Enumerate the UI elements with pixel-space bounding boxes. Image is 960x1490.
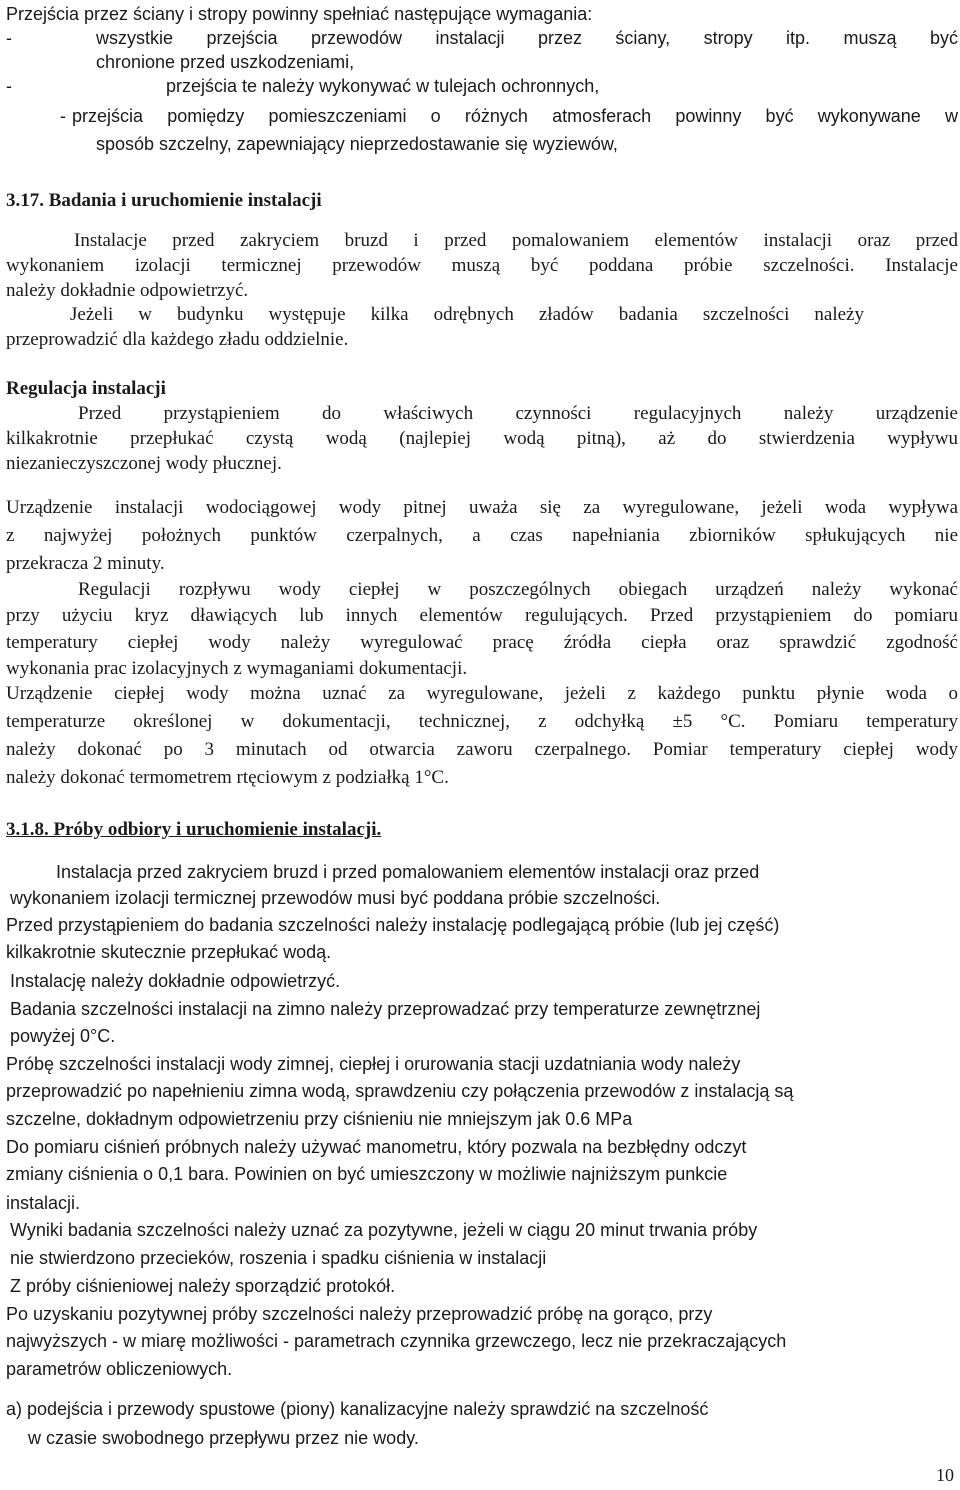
- section-title: 3.17. Badania i uruchomienie instalacji: [6, 190, 322, 211]
- paragraph-line: zmiany ciśnienia o 0,1 bara. Powinien on być umieszczony w możliwie najniższym punkcie: [6, 1164, 728, 1184]
- paragraph-line: wykonaniem izolacji termicznej przewodów muszą być poddana próbie szczelności. Instalacje: [6, 255, 958, 276]
- paragraph-line: najwyższych - w miarę możliwości - parametrach czynnika grzewczego, lecz nie przekraczających: [6, 1331, 787, 1351]
- paragraph-line: Instalacje przed zakryciem bruzd i przed pomalowaniem elementów instalacji oraz przed: [74, 230, 958, 251]
- paragraph-line: Z próby ciśnieniowej należy sporządzić protokół.: [10, 1276, 396, 1296]
- paragraph-line: Przed przystąpieniem do właściwych czynności regulacyjnych należy urządzenie: [78, 403, 958, 424]
- paragraph-line: szczelne, dokładnym odpowietrzeniu przy ciśnieniu nie mniejszym jak 0.6 MPa: [6, 1109, 633, 1129]
- paragraph-line: Regulacji rozpływu wody ciepłej w poszczególnych obiegach urządzeń należy wykonać: [78, 579, 958, 600]
- paragraph-line: przy użyciu kryz dławiących lub innych elementów regulujących. Przed przystąpieniem do pomiaru: [6, 605, 958, 626]
- paragraph-line: Przed przystąpieniem do badania szczelności należy instalację podlegającą próbie (lub jej część): [6, 915, 780, 935]
- paragraph-line: Instalacja przed zakryciem bruzd i przed pomalowaniem elementów instalacji oraz przed: [56, 862, 760, 882]
- paragraph-line: w czasie swobodnego przepływu przez nie wody.: [28, 1428, 419, 1448]
- paragraph-line: Po uzyskaniu pozytywnej próby szczelności należy przeprowadzić próbę na gorąco, przy: [6, 1304, 713, 1324]
- paragraph-line: należy dokonać termometrem rtęciowym z podziałką 1°C.: [6, 767, 449, 788]
- paragraph-line: przeprowadzić dla każdego zładu oddzielnie.: [6, 329, 349, 350]
- list-item-line: przejścia te należy wykonywać w tulejach ochronnych,: [166, 76, 600, 96]
- paragraph-line: należy dokonać po 3 minutach od otwarcia zaworu czerpalnego. Pomiar temperatury ciepłej wody: [6, 739, 958, 760]
- paragraph-line: z najwyżej położnych punktów czerpalnych, a czas napełniania zbiorników spłukujących nie: [6, 525, 958, 546]
- paragraph-line: temperaturze określonej w dokumentacji, technicznej, z odchyłką ±5 °C. Pomiaru temperatury: [6, 711, 958, 732]
- paragraph-line: Badania szczelności instalacji na zimno należy przeprowadzać przy temperaturze zewnętrznej: [10, 999, 761, 1019]
- paragraph-line: kilkakrotnie przepłukać czystą wodą (najlepiej wodą pitną), aż do stwierdzenia wypływu: [6, 428, 958, 449]
- list-dash: -: [60, 106, 66, 126]
- paragraph-line: Urządzenie instalacji wodociągowej wody pitnej uważa się za wyregulowane, jeżeli woda wypływa: [6, 497, 958, 518]
- paragraph-line: temperatury ciepłej wody należy wyregulować pracę źródła ciepła oraz sprawdzić zgodność: [6, 632, 958, 653]
- list-dash: -: [6, 28, 12, 48]
- paragraph-line: kilkakrotnie skutecznie przepłukać wodą.: [6, 942, 332, 962]
- list-item-line: wszystkie przejścia przewodów instalacji przez ściany, stropy itp. muszą być: [96, 28, 958, 48]
- paragraph-line: parametrów obliczeniowych.: [6, 1359, 233, 1379]
- page-number: 10: [936, 1465, 954, 1485]
- paragraph-line: Instalację należy dokładnie odpowietrzyć.: [10, 971, 341, 991]
- paragraph-line: przeprowadzić po napełnieniu zimna wodą, sprawdzeniu czy połączenia przewodów z instalacją są: [6, 1081, 794, 1101]
- list-item: [6, 26, 958, 74]
- paragraph-line: instalacji.: [6, 1193, 81, 1213]
- list-item-line: chronione przed uszkodzeniami,: [96, 52, 355, 72]
- paragraph-line: wykonaniem izolacji termicznej przewodów musi być poddana próbie szczelności.: [10, 888, 661, 908]
- section-title: 3.1.8. Próby odbiory i uruchomienie instalacji.: [6, 819, 382, 840]
- list-item: [6, 104, 958, 152]
- list-item-line: sposób szczelny, zapewniający nieprzedostawanie się wyziewów,: [96, 134, 618, 154]
- paragraph-line: a) podejścia i przewody spustowe (piony) kanalizacyjne należy sprawdzić na szczelność: [6, 1399, 709, 1419]
- paragraph-line: powyżej 0°C.: [10, 1026, 116, 1046]
- paragraph-line: Jeżeli w budynku występuje kilka odrębnych zładów badania szczelności należy: [70, 304, 864, 325]
- paragraph-line: należy dokładnie odpowietrzyć.: [6, 280, 249, 301]
- intro-heading: Przejścia przez ściany i stropy powinny spełniać następujące wymagania:: [6, 4, 593, 24]
- list-dash: -: [6, 76, 12, 96]
- paragraph-line: Wyniki badania szczelności należy uznać za pozytywne, jeżeli w ciągu 20 minut trwania próby: [10, 1220, 758, 1240]
- list-item: [6, 74, 958, 98]
- section-title: Regulacja instalacji: [6, 378, 166, 399]
- paragraph-line: niezanieczyszczonej wody płucznej.: [6, 453, 282, 474]
- paragraph-line: przekracza 2 minuty.: [6, 553, 165, 574]
- paragraph-line: Urządzenie ciepłej wody można uznać za wyregulowane, jeżeli z każdego punktu płynie woda o: [6, 683, 958, 704]
- paragraph-line: Do pomiaru ciśnień próbnych należy używać manometru, który pozwala na bezbłędny odczyt: [6, 1137, 747, 1157]
- list-item-line: przejścia pomiędzy pomieszczeniami o różnych atmosferach powinny być wykonywane w: [72, 106, 958, 126]
- paragraph-line: Próbę szczelności instalacji wody zimnej, ciepłej i orurowania stacji uzdatniania wody należy: [6, 1054, 741, 1074]
- paragraph-line: nie stwierdzono przecieków, roszenia i spadku ciśnienia w instalacji: [10, 1248, 547, 1268]
- paragraph-line: wykonania prac izolacyjnych z wymaganiami dokumentacji.: [6, 658, 468, 679]
